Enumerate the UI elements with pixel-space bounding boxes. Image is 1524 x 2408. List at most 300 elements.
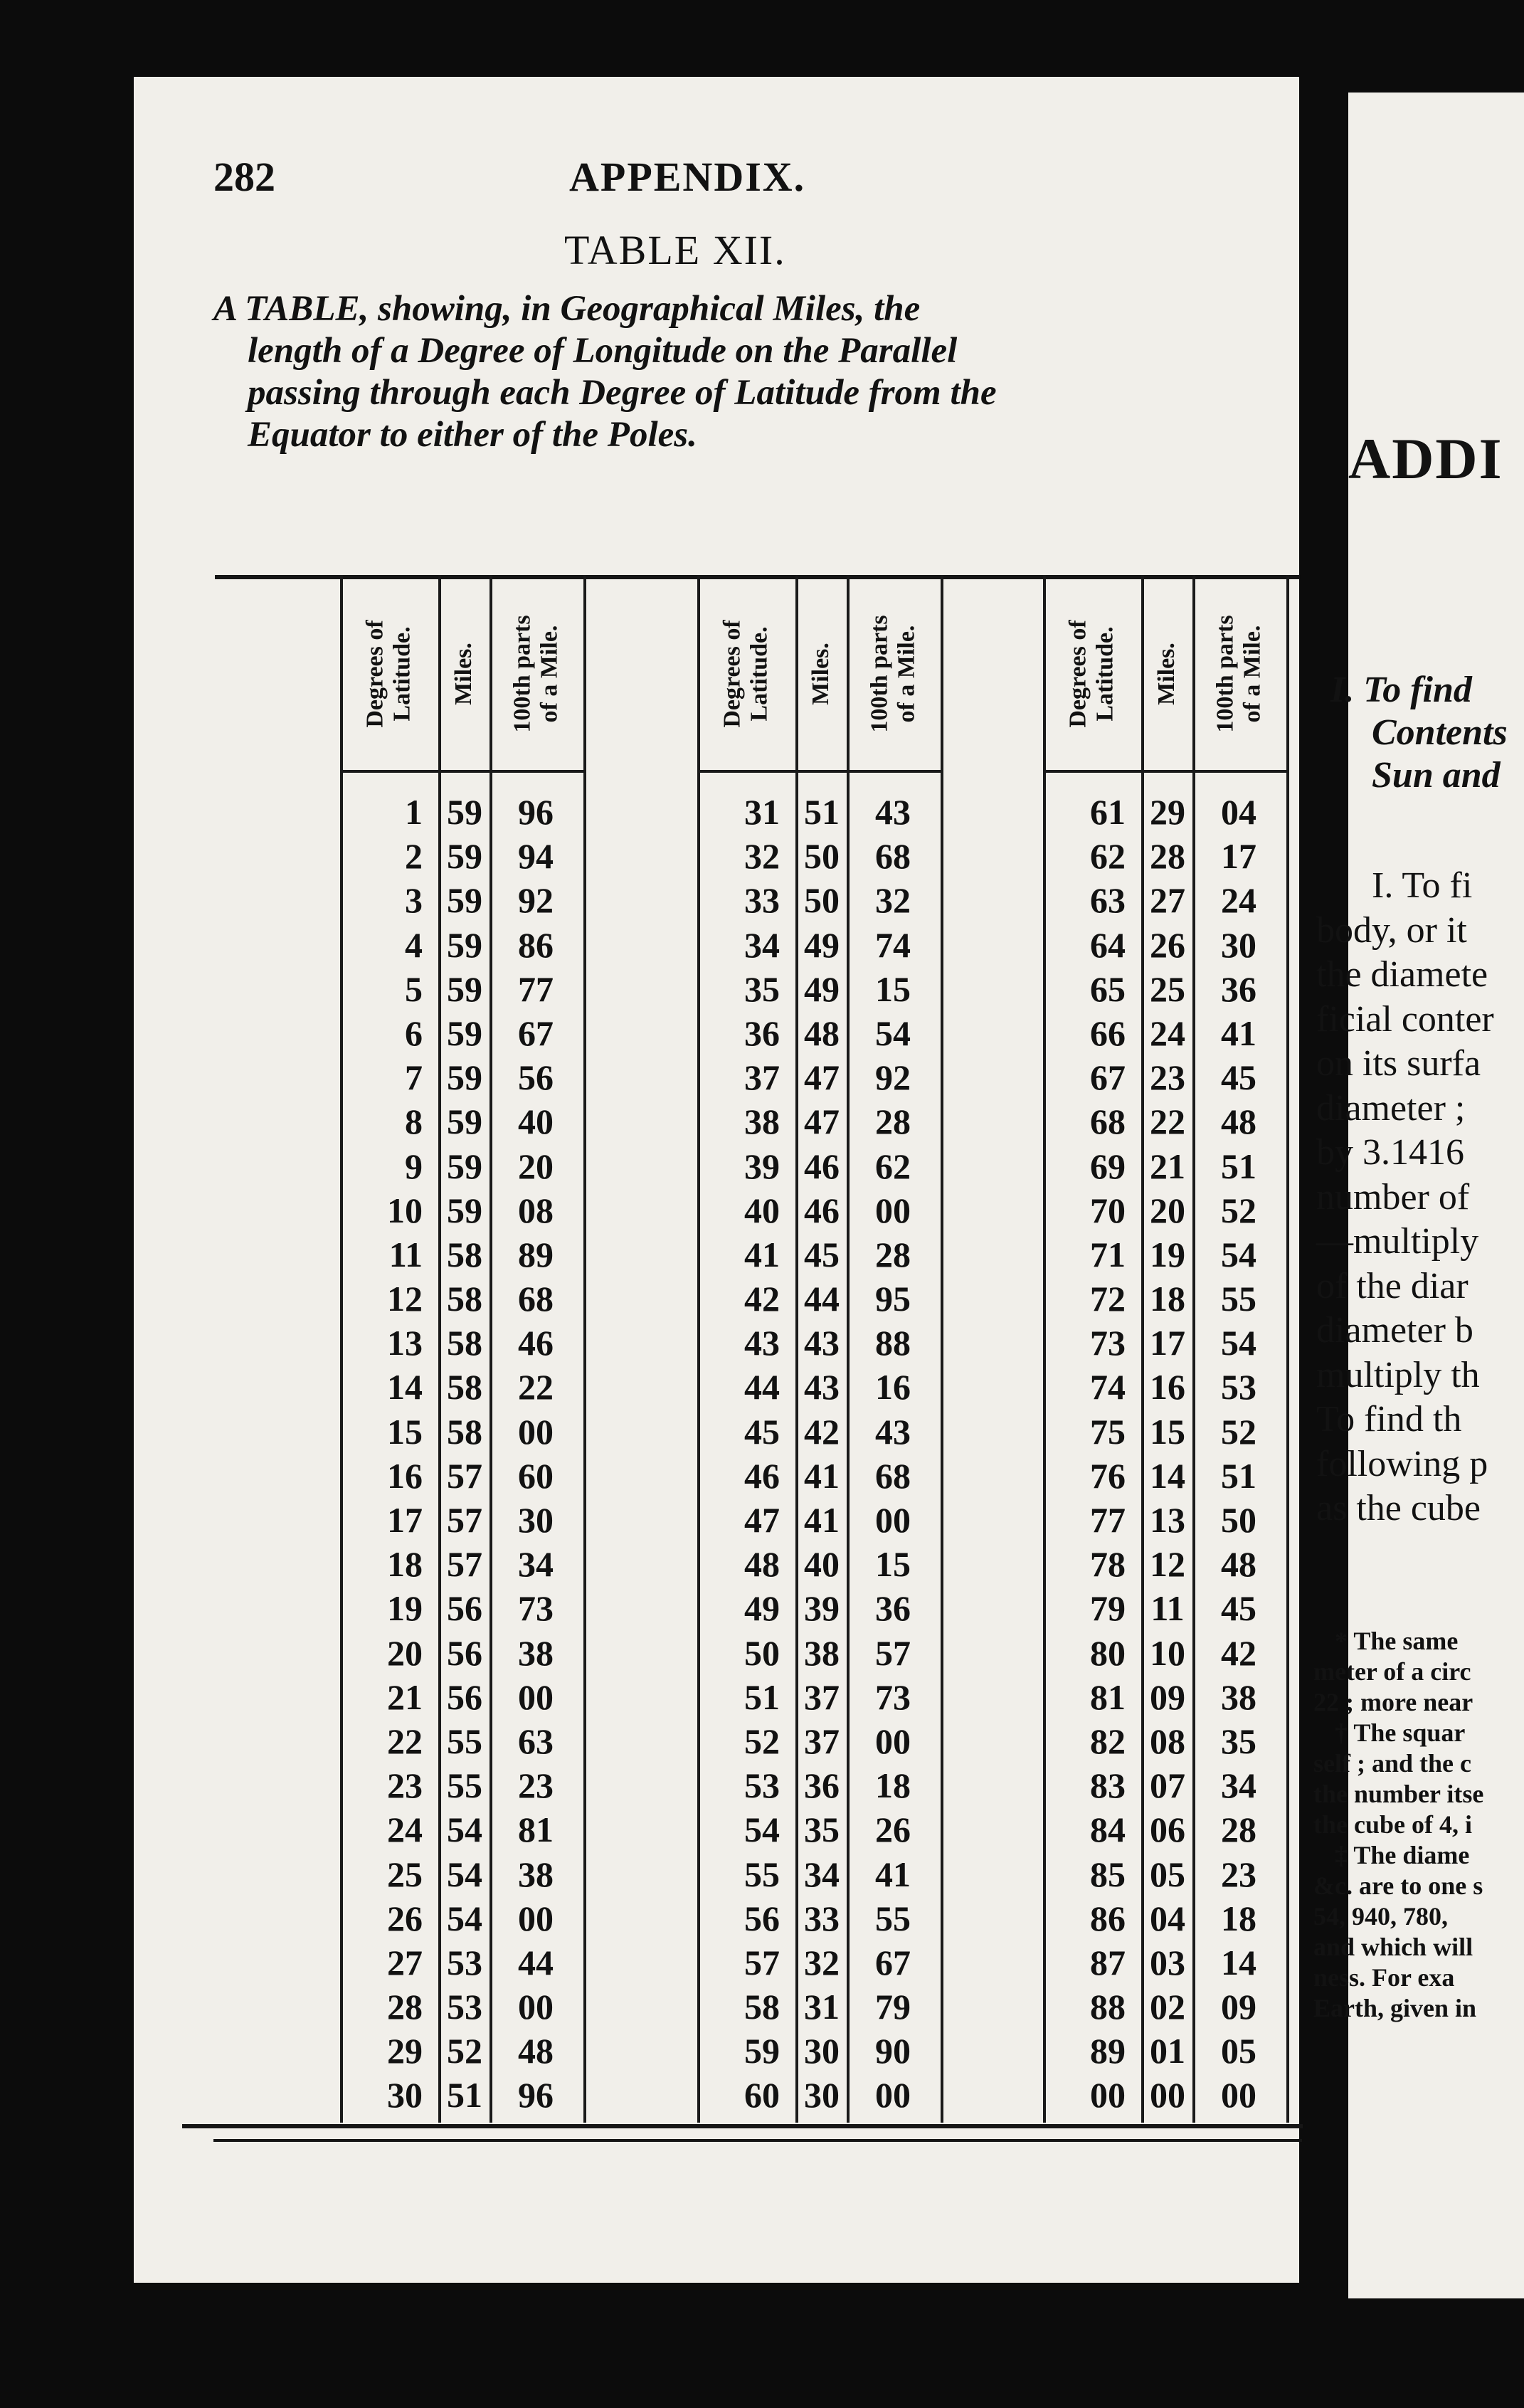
table-cell: 22 bbox=[387, 1721, 423, 1761]
column-parts bbox=[492, 790, 579, 2118]
table-cell: 35 bbox=[744, 968, 780, 1009]
table-cell: 67 bbox=[1090, 1057, 1126, 1098]
right-page-body-line: of the diar bbox=[1316, 1265, 1469, 1306]
table-cell: 46 bbox=[744, 1455, 780, 1496]
table-cell: 05 bbox=[1150, 1854, 1185, 1894]
right-page-body-line: I. To fi bbox=[1372, 865, 1473, 906]
table-cell: 40 bbox=[518, 1102, 554, 1142]
table-cell: 47 bbox=[804, 1057, 840, 1098]
table-cell: 86 bbox=[1090, 1898, 1126, 1938]
table-cell: 00 bbox=[1150, 2075, 1185, 2116]
table-cell: 18 bbox=[875, 1765, 911, 1806]
table-cell: 17 bbox=[387, 1500, 423, 1540]
table-cell: 41 bbox=[804, 1455, 840, 1496]
table-cell: 59 bbox=[447, 1102, 482, 1142]
table-cell: 68 bbox=[518, 1279, 554, 1319]
table-cell: 74 bbox=[875, 924, 911, 965]
table-cell: 77 bbox=[518, 968, 554, 1009]
table-cell: 51 bbox=[744, 1676, 780, 1717]
table-cell: 83 bbox=[1090, 1765, 1126, 1806]
table-cell: 16 bbox=[387, 1455, 423, 1496]
table-cell: 15 bbox=[875, 1544, 911, 1585]
table-cell: 41 bbox=[804, 1500, 840, 1540]
header-rule bbox=[1043, 770, 1289, 773]
table-cell: 00 bbox=[1090, 2075, 1126, 2116]
table-cell: 57 bbox=[447, 1455, 482, 1496]
table-cell: 10 bbox=[387, 1190, 423, 1230]
column-header-degrees bbox=[1053, 578, 1131, 770]
table-cell: 00 bbox=[875, 2075, 911, 2116]
table-cell: 35 bbox=[804, 1810, 840, 1850]
table-cell: 26 bbox=[875, 1810, 911, 1850]
table-cell: 16 bbox=[875, 1367, 911, 1408]
table-cell: 59 bbox=[447, 1013, 482, 1053]
table-cell: 00 bbox=[1221, 2075, 1256, 2116]
table-cell: 42 bbox=[804, 1411, 840, 1452]
table-cell: 14 bbox=[387, 1367, 423, 1408]
column-miles bbox=[798, 790, 845, 2118]
right-page-heading-line: I. To find bbox=[1330, 670, 1472, 710]
table-cell: 75 bbox=[1090, 1411, 1126, 1452]
right-page-footnote-line: self ; and the c bbox=[1313, 1749, 1471, 1778]
right-page-footnote-line: 54, 940, 780, bbox=[1313, 1902, 1448, 1931]
table-cell: 29 bbox=[1150, 792, 1185, 832]
table-cell: 40 bbox=[804, 1544, 840, 1585]
table-cell: 12 bbox=[1150, 1544, 1185, 1585]
column-parts bbox=[1195, 790, 1282, 2118]
right-page-body-line: body, or it bbox=[1316, 909, 1467, 951]
table-cell: 67 bbox=[518, 1013, 554, 1053]
table-cell: 12 bbox=[387, 1279, 423, 1319]
column-header-label: Miles. bbox=[808, 643, 834, 705]
column-header-miles bbox=[782, 578, 860, 770]
table-cell: 56 bbox=[518, 1057, 554, 1098]
right-page-body-line: multiply th bbox=[1316, 1354, 1480, 1395]
table-cell: 5 bbox=[405, 968, 423, 1009]
table-cell: 59 bbox=[447, 1190, 482, 1230]
table-cell: 45 bbox=[804, 1234, 840, 1274]
table-cell: 42 bbox=[744, 1279, 780, 1319]
table-cell: 59 bbox=[447, 880, 482, 921]
table-cell: 15 bbox=[875, 968, 911, 1009]
column-lat bbox=[1046, 790, 1126, 2118]
table-cell: 59 bbox=[744, 2031, 780, 2071]
column-header-label: 100th parts of a Mile. bbox=[867, 615, 921, 733]
right-page-title: ADDI bbox=[1348, 426, 1503, 491]
table-cell: 96 bbox=[518, 792, 554, 832]
right-page-footnote-line: the number itse bbox=[1313, 1780, 1484, 1808]
right-page-footnote-line: ‡ The diame bbox=[1335, 1841, 1470, 1869]
right-page-body-line: following p bbox=[1316, 1443, 1488, 1484]
table-cell: 79 bbox=[1090, 1588, 1126, 1629]
table-cell: 82 bbox=[1090, 1721, 1126, 1761]
table-cell: 54 bbox=[447, 1898, 482, 1938]
table-cell: 32 bbox=[804, 1942, 840, 1982]
table-cell: 28 bbox=[1150, 836, 1185, 877]
table-cell: 45 bbox=[1221, 1588, 1256, 1629]
table-cell: 27 bbox=[387, 1942, 423, 1982]
caption-line: length of a Degree of Longitude on the Parallel bbox=[248, 331, 958, 371]
table-cell: 41 bbox=[1221, 1013, 1256, 1053]
table-cell: 44 bbox=[744, 1367, 780, 1408]
caption-line: Equator to either of the Poles. bbox=[248, 415, 697, 455]
table-cell: 92 bbox=[518, 880, 554, 921]
table-cell: 51 bbox=[1221, 1146, 1256, 1186]
table-cell: 73 bbox=[875, 1676, 911, 1717]
right-page-footnote-line: Earth, given in bbox=[1313, 1994, 1477, 2022]
table-cell: 28 bbox=[387, 1987, 423, 2027]
table-cell: 58 bbox=[447, 1411, 482, 1452]
table-cell: 60 bbox=[744, 2075, 780, 2116]
table-cell: 31 bbox=[804, 1987, 840, 2027]
column-header-label: Miles. bbox=[1153, 643, 1180, 705]
table-cell: 04 bbox=[1150, 1898, 1185, 1938]
table-cell: 23 bbox=[1221, 1854, 1256, 1894]
table-cell: 72 bbox=[1090, 1279, 1126, 1319]
table-cell: 44 bbox=[804, 1279, 840, 1319]
table-title: TABLE XII. bbox=[564, 227, 786, 273]
table-cell: 36 bbox=[875, 1588, 911, 1629]
table-cell: 48 bbox=[1221, 1544, 1256, 1585]
table-cell: 81 bbox=[1090, 1676, 1126, 1717]
table-cell: 74 bbox=[1090, 1367, 1126, 1408]
table-cell: 55 bbox=[447, 1721, 482, 1761]
table-cell: 52 bbox=[1221, 1411, 1256, 1452]
table-cell: 52 bbox=[744, 1721, 780, 1761]
right-page-footnote-line: meter of a circ bbox=[1313, 1657, 1471, 1686]
table-cell: 54 bbox=[744, 1810, 780, 1850]
table-cell: 53 bbox=[447, 1987, 482, 2027]
table-cell: 63 bbox=[1090, 880, 1126, 921]
table-cell: 22 bbox=[1150, 1102, 1185, 1142]
table-cell: 56 bbox=[447, 1588, 482, 1629]
column-parts bbox=[850, 790, 936, 2118]
table-cell: 37 bbox=[744, 1057, 780, 1098]
table-cell: 00 bbox=[518, 1411, 554, 1452]
table-cell: 57 bbox=[447, 1544, 482, 1585]
table-cell: 00 bbox=[518, 1987, 554, 2027]
right-page-footnote-line: † The squar bbox=[1335, 1718, 1466, 1747]
table-cell: 80 bbox=[1090, 1632, 1126, 1673]
column-lat bbox=[343, 790, 423, 2118]
column-header-degrees bbox=[350, 578, 428, 770]
table-cell: 67 bbox=[875, 1942, 911, 1982]
table-cell: 86 bbox=[518, 924, 554, 965]
table-cell: 15 bbox=[387, 1411, 423, 1452]
table-cell: 10 bbox=[1150, 1632, 1185, 1673]
header-rule bbox=[340, 770, 586, 773]
table-cell: 56 bbox=[447, 1676, 482, 1717]
table-cell: 70 bbox=[1090, 1190, 1126, 1230]
table-cell: 28 bbox=[1221, 1810, 1256, 1850]
table-cell: 1 bbox=[405, 792, 423, 832]
table-cell: 48 bbox=[744, 1544, 780, 1585]
table-cell: 48 bbox=[518, 2031, 554, 2071]
table-cell: 58 bbox=[744, 1987, 780, 2027]
table-cell: 44 bbox=[518, 1942, 554, 1982]
table-cell: 05 bbox=[1221, 2031, 1256, 2071]
table-cell: 36 bbox=[1221, 968, 1256, 1009]
table-cell: 20 bbox=[1150, 1190, 1185, 1230]
table-cell: 14 bbox=[1150, 1455, 1185, 1496]
table-cell: 23 bbox=[387, 1765, 423, 1806]
table-cell: 59 bbox=[447, 1146, 482, 1186]
table-cell: 54 bbox=[447, 1810, 482, 1850]
table-cell: 19 bbox=[387, 1588, 423, 1629]
table-cell: 17 bbox=[1221, 836, 1256, 877]
table-cell: 37 bbox=[804, 1676, 840, 1717]
table-cell: 38 bbox=[518, 1632, 554, 1673]
table-cell: 03 bbox=[1150, 1942, 1185, 1982]
table-cell: 76 bbox=[1090, 1455, 1126, 1496]
table-cell: 30 bbox=[387, 2075, 423, 2116]
table-cell: 61 bbox=[1090, 792, 1126, 832]
table-cell: 13 bbox=[1150, 1500, 1185, 1540]
table-cell: 36 bbox=[804, 1765, 840, 1806]
table-cell: 88 bbox=[875, 1323, 911, 1363]
table-cell: 56 bbox=[447, 1632, 482, 1673]
column-header-label: Miles. bbox=[450, 643, 477, 705]
table-cell: 53 bbox=[1221, 1367, 1256, 1408]
table-cell: 54 bbox=[1221, 1323, 1256, 1363]
table-cell: 38 bbox=[744, 1102, 780, 1142]
table-cell: 45 bbox=[1221, 1057, 1256, 1098]
right-page-body-line: on its surfa bbox=[1316, 1043, 1481, 1084]
table-cell: 00 bbox=[518, 1676, 554, 1717]
table-cell: 3 bbox=[405, 880, 423, 921]
table-cell: 20 bbox=[387, 1632, 423, 1673]
table-cell: 17 bbox=[1150, 1323, 1185, 1363]
right-page-footnote-line: ness. For exa bbox=[1313, 1963, 1455, 1992]
table-cell: 34 bbox=[744, 924, 780, 965]
table-cell: 18 bbox=[1221, 1898, 1256, 1938]
table-cell: 62 bbox=[1090, 836, 1126, 877]
table-bottom-rule-thin bbox=[213, 2139, 1302, 2142]
table-cell: 21 bbox=[387, 1676, 423, 1717]
table-cell: 26 bbox=[387, 1898, 423, 1938]
column-header-miles bbox=[1128, 578, 1206, 770]
right-page-footnote-line: and which will bbox=[1313, 1933, 1473, 1961]
column-header-label: Degrees of Latitude. bbox=[362, 620, 416, 728]
table-cell: 62 bbox=[875, 1146, 911, 1186]
table-cell: 90 bbox=[875, 2031, 911, 2071]
table-cell: 36 bbox=[744, 1013, 780, 1053]
table-cell: 14 bbox=[1221, 1942, 1256, 1982]
table-cell: 30 bbox=[804, 2075, 840, 2116]
table-cell: 43 bbox=[875, 1411, 911, 1452]
table-cell: 30 bbox=[1221, 924, 1256, 965]
column-header-parts bbox=[1200, 578, 1279, 770]
table-cell: 65 bbox=[1090, 968, 1126, 1009]
page-number: 282 bbox=[213, 154, 275, 200]
table-cell: 18 bbox=[1150, 1279, 1185, 1319]
table-cell: 32 bbox=[875, 880, 911, 921]
table-cell: 45 bbox=[744, 1411, 780, 1452]
table-cell: 55 bbox=[875, 1898, 911, 1938]
running-head: APPENDIX. bbox=[569, 154, 806, 200]
column-rule bbox=[1286, 575, 1289, 2123]
table-cell: 37 bbox=[804, 1721, 840, 1761]
table-cell: 69 bbox=[1090, 1146, 1126, 1186]
table-cell: 92 bbox=[875, 1057, 911, 1098]
table-cell: 57 bbox=[447, 1500, 482, 1540]
table-cell: 49 bbox=[804, 968, 840, 1009]
table-cell: 27 bbox=[1150, 880, 1185, 921]
table-cell: 56 bbox=[744, 1898, 780, 1938]
table-cell: 73 bbox=[518, 1588, 554, 1629]
table-cell: 55 bbox=[1221, 1279, 1256, 1319]
table-cell: 47 bbox=[804, 1102, 840, 1142]
right-page-body-line: by 3.1416 bbox=[1316, 1132, 1464, 1173]
table-cell: 30 bbox=[804, 2031, 840, 2071]
table-cell: 64 bbox=[1090, 924, 1126, 965]
table-cell: 84 bbox=[1090, 1810, 1126, 1850]
table-cell: 57 bbox=[875, 1632, 911, 1673]
column-header-degrees bbox=[707, 578, 785, 770]
table-cell: 60 bbox=[518, 1455, 554, 1496]
right-page-body-line: as the cube bbox=[1316, 1488, 1481, 1528]
right-page-heading-line: Contents bbox=[1372, 712, 1508, 753]
table-cell: 43 bbox=[744, 1323, 780, 1363]
table-cell: 31 bbox=[744, 792, 780, 832]
column-rule bbox=[583, 575, 586, 2123]
table-cell: 23 bbox=[518, 1765, 554, 1806]
table-cell: 73 bbox=[1090, 1323, 1126, 1363]
table-cell: 25 bbox=[387, 1854, 423, 1894]
table-cell: 8 bbox=[405, 1102, 423, 1142]
table-cell: 89 bbox=[1090, 2031, 1126, 2071]
table-cell: 49 bbox=[804, 924, 840, 965]
right-page-footnote-line: * The same bbox=[1335, 1627, 1459, 1655]
right-page-footnote-line: 22 ; more near bbox=[1313, 1688, 1473, 1716]
table-cell: 34 bbox=[1221, 1765, 1256, 1806]
caption-line: passing through each Degree of Latitude from the bbox=[248, 373, 997, 413]
column-header-label: 100th parts of a Mile. bbox=[1212, 615, 1266, 733]
table-cell: 43 bbox=[875, 792, 911, 832]
table-cell: 24 bbox=[387, 1810, 423, 1850]
right-page-body-line: the diamete bbox=[1316, 954, 1488, 995]
table-cell: 38 bbox=[1221, 1676, 1256, 1717]
table-cell: 48 bbox=[804, 1013, 840, 1053]
table-cell: 00 bbox=[518, 1898, 554, 1938]
table-cell: 26 bbox=[1150, 924, 1185, 965]
table-cell: 16 bbox=[1150, 1367, 1185, 1408]
table-cell: 21 bbox=[1150, 1146, 1185, 1186]
right-page-body-line: —multiply bbox=[1316, 1221, 1479, 1262]
table-cell: 52 bbox=[447, 2031, 482, 2071]
table-cell: 39 bbox=[804, 1588, 840, 1629]
table-cell: 09 bbox=[1150, 1676, 1185, 1717]
table-cell: 11 bbox=[388, 1234, 423, 1274]
table-cell: 20 bbox=[518, 1146, 554, 1186]
table-cell: 28 bbox=[875, 1234, 911, 1274]
table-cell: 59 bbox=[447, 1057, 482, 1098]
table-cell: 50 bbox=[1221, 1500, 1256, 1540]
table-cell: 53 bbox=[744, 1765, 780, 1806]
table-cell: 07 bbox=[1150, 1765, 1185, 1806]
table-cell: 58 bbox=[447, 1323, 482, 1363]
table-cell: 50 bbox=[804, 836, 840, 877]
table-cell: 19 bbox=[1150, 1234, 1185, 1274]
table-cell: 38 bbox=[804, 1632, 840, 1673]
table-cell: 46 bbox=[518, 1323, 554, 1363]
table-cell: 48 bbox=[1221, 1102, 1256, 1142]
table-cell: 51 bbox=[804, 792, 840, 832]
table-cell: 55 bbox=[447, 1765, 482, 1806]
table-cell: 06 bbox=[1150, 1810, 1185, 1850]
table-cell: 01 bbox=[1150, 2031, 1185, 2071]
table-cell: 2 bbox=[405, 836, 423, 877]
table-cell: 59 bbox=[447, 792, 482, 832]
table-cell: 33 bbox=[744, 880, 780, 921]
table-cell: 34 bbox=[518, 1544, 554, 1585]
right-page-heading-line: Sun and bbox=[1372, 755, 1501, 796]
table-cell: 81 bbox=[518, 1810, 554, 1850]
table-cell: 79 bbox=[875, 1987, 911, 2027]
table-cell: 08 bbox=[518, 1190, 554, 1230]
table-cell: 57 bbox=[744, 1942, 780, 1982]
table-cell: 49 bbox=[744, 1588, 780, 1629]
table-cell: 02 bbox=[1150, 1987, 1185, 2027]
table-cell: 78 bbox=[1090, 1544, 1126, 1585]
table-cell: 25 bbox=[1150, 968, 1185, 1009]
table-cell: 54 bbox=[447, 1854, 482, 1894]
table-cell: 40 bbox=[744, 1190, 780, 1230]
table-cell: 51 bbox=[447, 2075, 482, 2116]
table-cell: 11 bbox=[1150, 1588, 1185, 1629]
table-cell: 58 bbox=[447, 1279, 482, 1319]
table-cell: 46 bbox=[804, 1146, 840, 1186]
table-cell: 71 bbox=[1090, 1234, 1126, 1274]
column-lat bbox=[700, 790, 780, 2118]
table-cell: 29 bbox=[387, 2031, 423, 2071]
right-page-body-line: ficial conter bbox=[1316, 998, 1494, 1040]
table-cell: 6 bbox=[405, 1013, 423, 1053]
table-cell: 00 bbox=[875, 1500, 911, 1540]
table-cell: 54 bbox=[875, 1013, 911, 1053]
table-cell: 28 bbox=[875, 1102, 911, 1142]
table-cell: 52 bbox=[1221, 1190, 1256, 1230]
column-header-miles bbox=[425, 578, 503, 770]
table-cell: 7 bbox=[405, 1057, 423, 1098]
table-cell: 94 bbox=[518, 836, 554, 877]
table-cell: 23 bbox=[1150, 1057, 1185, 1098]
table-cell: 9 bbox=[405, 1146, 423, 1186]
table-cell: 77 bbox=[1090, 1500, 1126, 1540]
table-cell: 50 bbox=[804, 880, 840, 921]
table-cell: 09 bbox=[1221, 1987, 1256, 2027]
column-miles bbox=[1144, 790, 1191, 2118]
column-header-parts bbox=[497, 578, 576, 770]
right-page-footnote-line: the cube of 4, i bbox=[1313, 1810, 1472, 1839]
right-page-body-line: number of bbox=[1316, 1176, 1470, 1218]
table-cell: 55 bbox=[744, 1854, 780, 1894]
column-header-label: Degrees of Latitude. bbox=[719, 620, 773, 728]
table-cell: 58 bbox=[447, 1367, 482, 1408]
table-cell: 39 bbox=[744, 1146, 780, 1186]
table-cell: 32 bbox=[744, 836, 780, 877]
table-cell: 24 bbox=[1150, 1013, 1185, 1053]
table-cell: 68 bbox=[1090, 1102, 1126, 1142]
right-page-body-line: To find th bbox=[1316, 1399, 1462, 1440]
table-cell: 63 bbox=[518, 1721, 554, 1761]
table-cell: 4 bbox=[405, 924, 423, 965]
right-page-body-line: diameter ; bbox=[1316, 1087, 1466, 1129]
table-cell: 24 bbox=[1221, 880, 1256, 921]
table-cell: 33 bbox=[804, 1898, 840, 1938]
table-cell: 85 bbox=[1090, 1854, 1126, 1894]
table-cell: 53 bbox=[447, 1942, 482, 1982]
